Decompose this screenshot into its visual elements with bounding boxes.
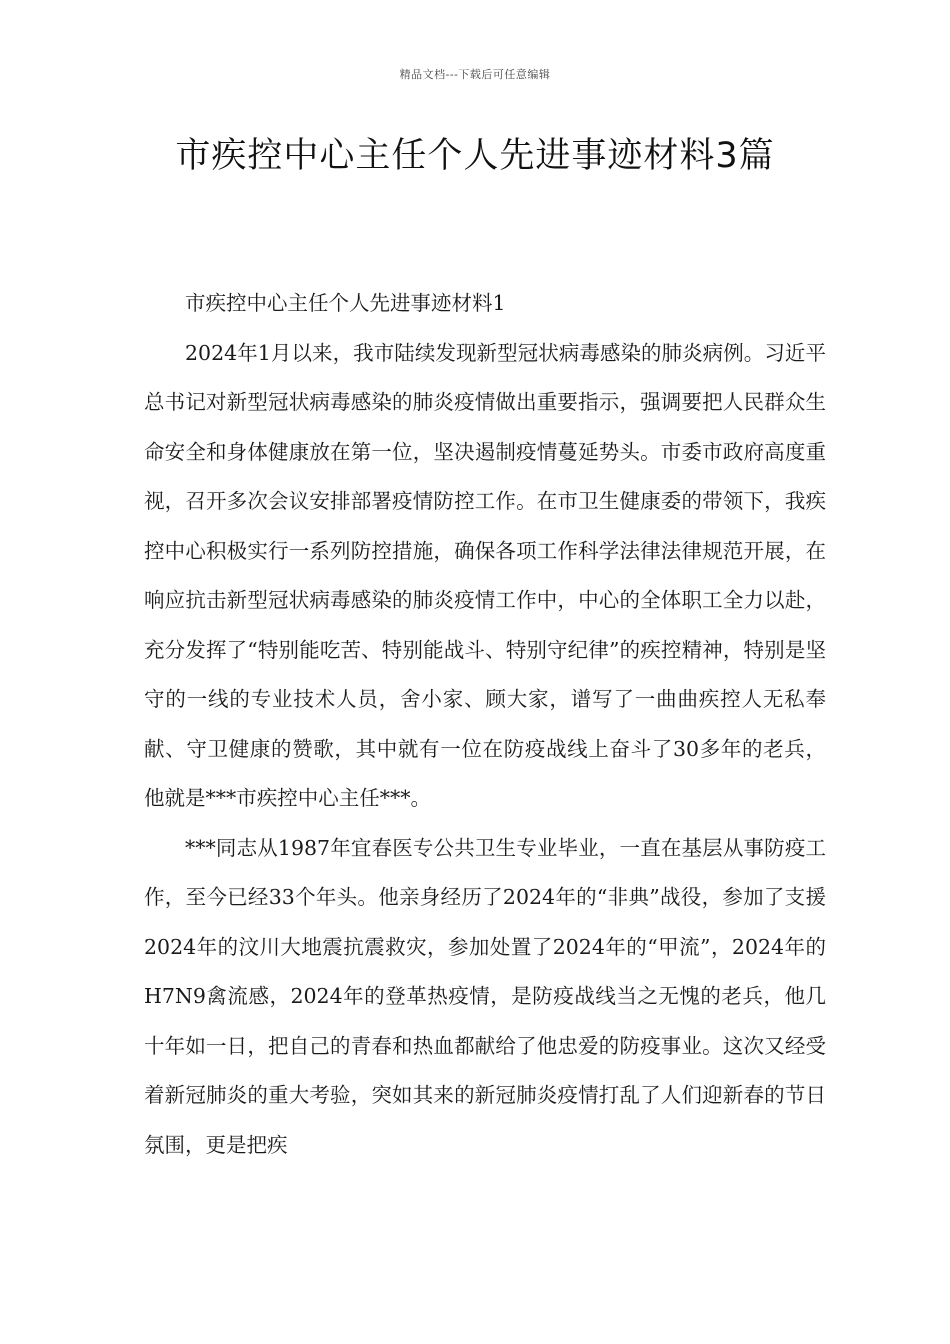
body-paragraph-2: ***同志从1987年宜春医专公共卫生专业毕业，一直在基层从事防疫工作，至今已经33个年头。他亲身经历了2024年的“非典”战役，参加了支援2024年的汶川大地震抗震救灾，参加处置了2024年的“甲流”，2024年的H7N9禽流感，2024年的登革热疫情，是防疫战线当之无愧的老兵，他几十年如一日，把自己的青春和热血都献给了他忠爱的防疫事业。这次又经受着新冠肺炎的重大考验，突如其来的新冠肺炎疫情打乱了人们迎新春的节日氛围，更是把疾 xyxy=(144,835,826,1157)
body-paragraph-1: 2024年1月以来，我市陆续发现新型冠状病毒感染的肺炎病例。习近平总书记对新型冠状病毒感染的肺炎疫情做出重要指示，强调要把人民群众生命安全和身体健康放在第一位，坚决遏制疫情蔓延势头。市委市政府高度重视，召开多次会议安排部署疫情防控工作。在市卫生健康委的带领下，我疾控中心积极实行一系列防控措施，确保各项工作科学法律法律规范开展，在响应抗击新型冠状病毒感染的肺炎疫情工作中，中心的全体职工全力以赴，充分发挥了“特别能吃苦、特别能战斗、特别守纪律”的疾控精神，特别是坚守的一线的专业技术人员，舍小家、顾大家，谱写了一曲曲疾控人无私奉献、守卫健康的赞歌，其中就有一位在防疫战线上奋斗了30多年的老兵，他就是***市疾控中心主任***。 xyxy=(144,340,826,810)
document-title: 市疾控中心主任个人先进事迹材料3篇 xyxy=(175,136,775,176)
document-body xyxy=(144,279,826,1170)
section-heading: 市疾控中心主任个人先进事迹材料1 xyxy=(185,291,506,315)
header-watermark: 精品文档---下载后可任意编辑 xyxy=(399,68,551,81)
